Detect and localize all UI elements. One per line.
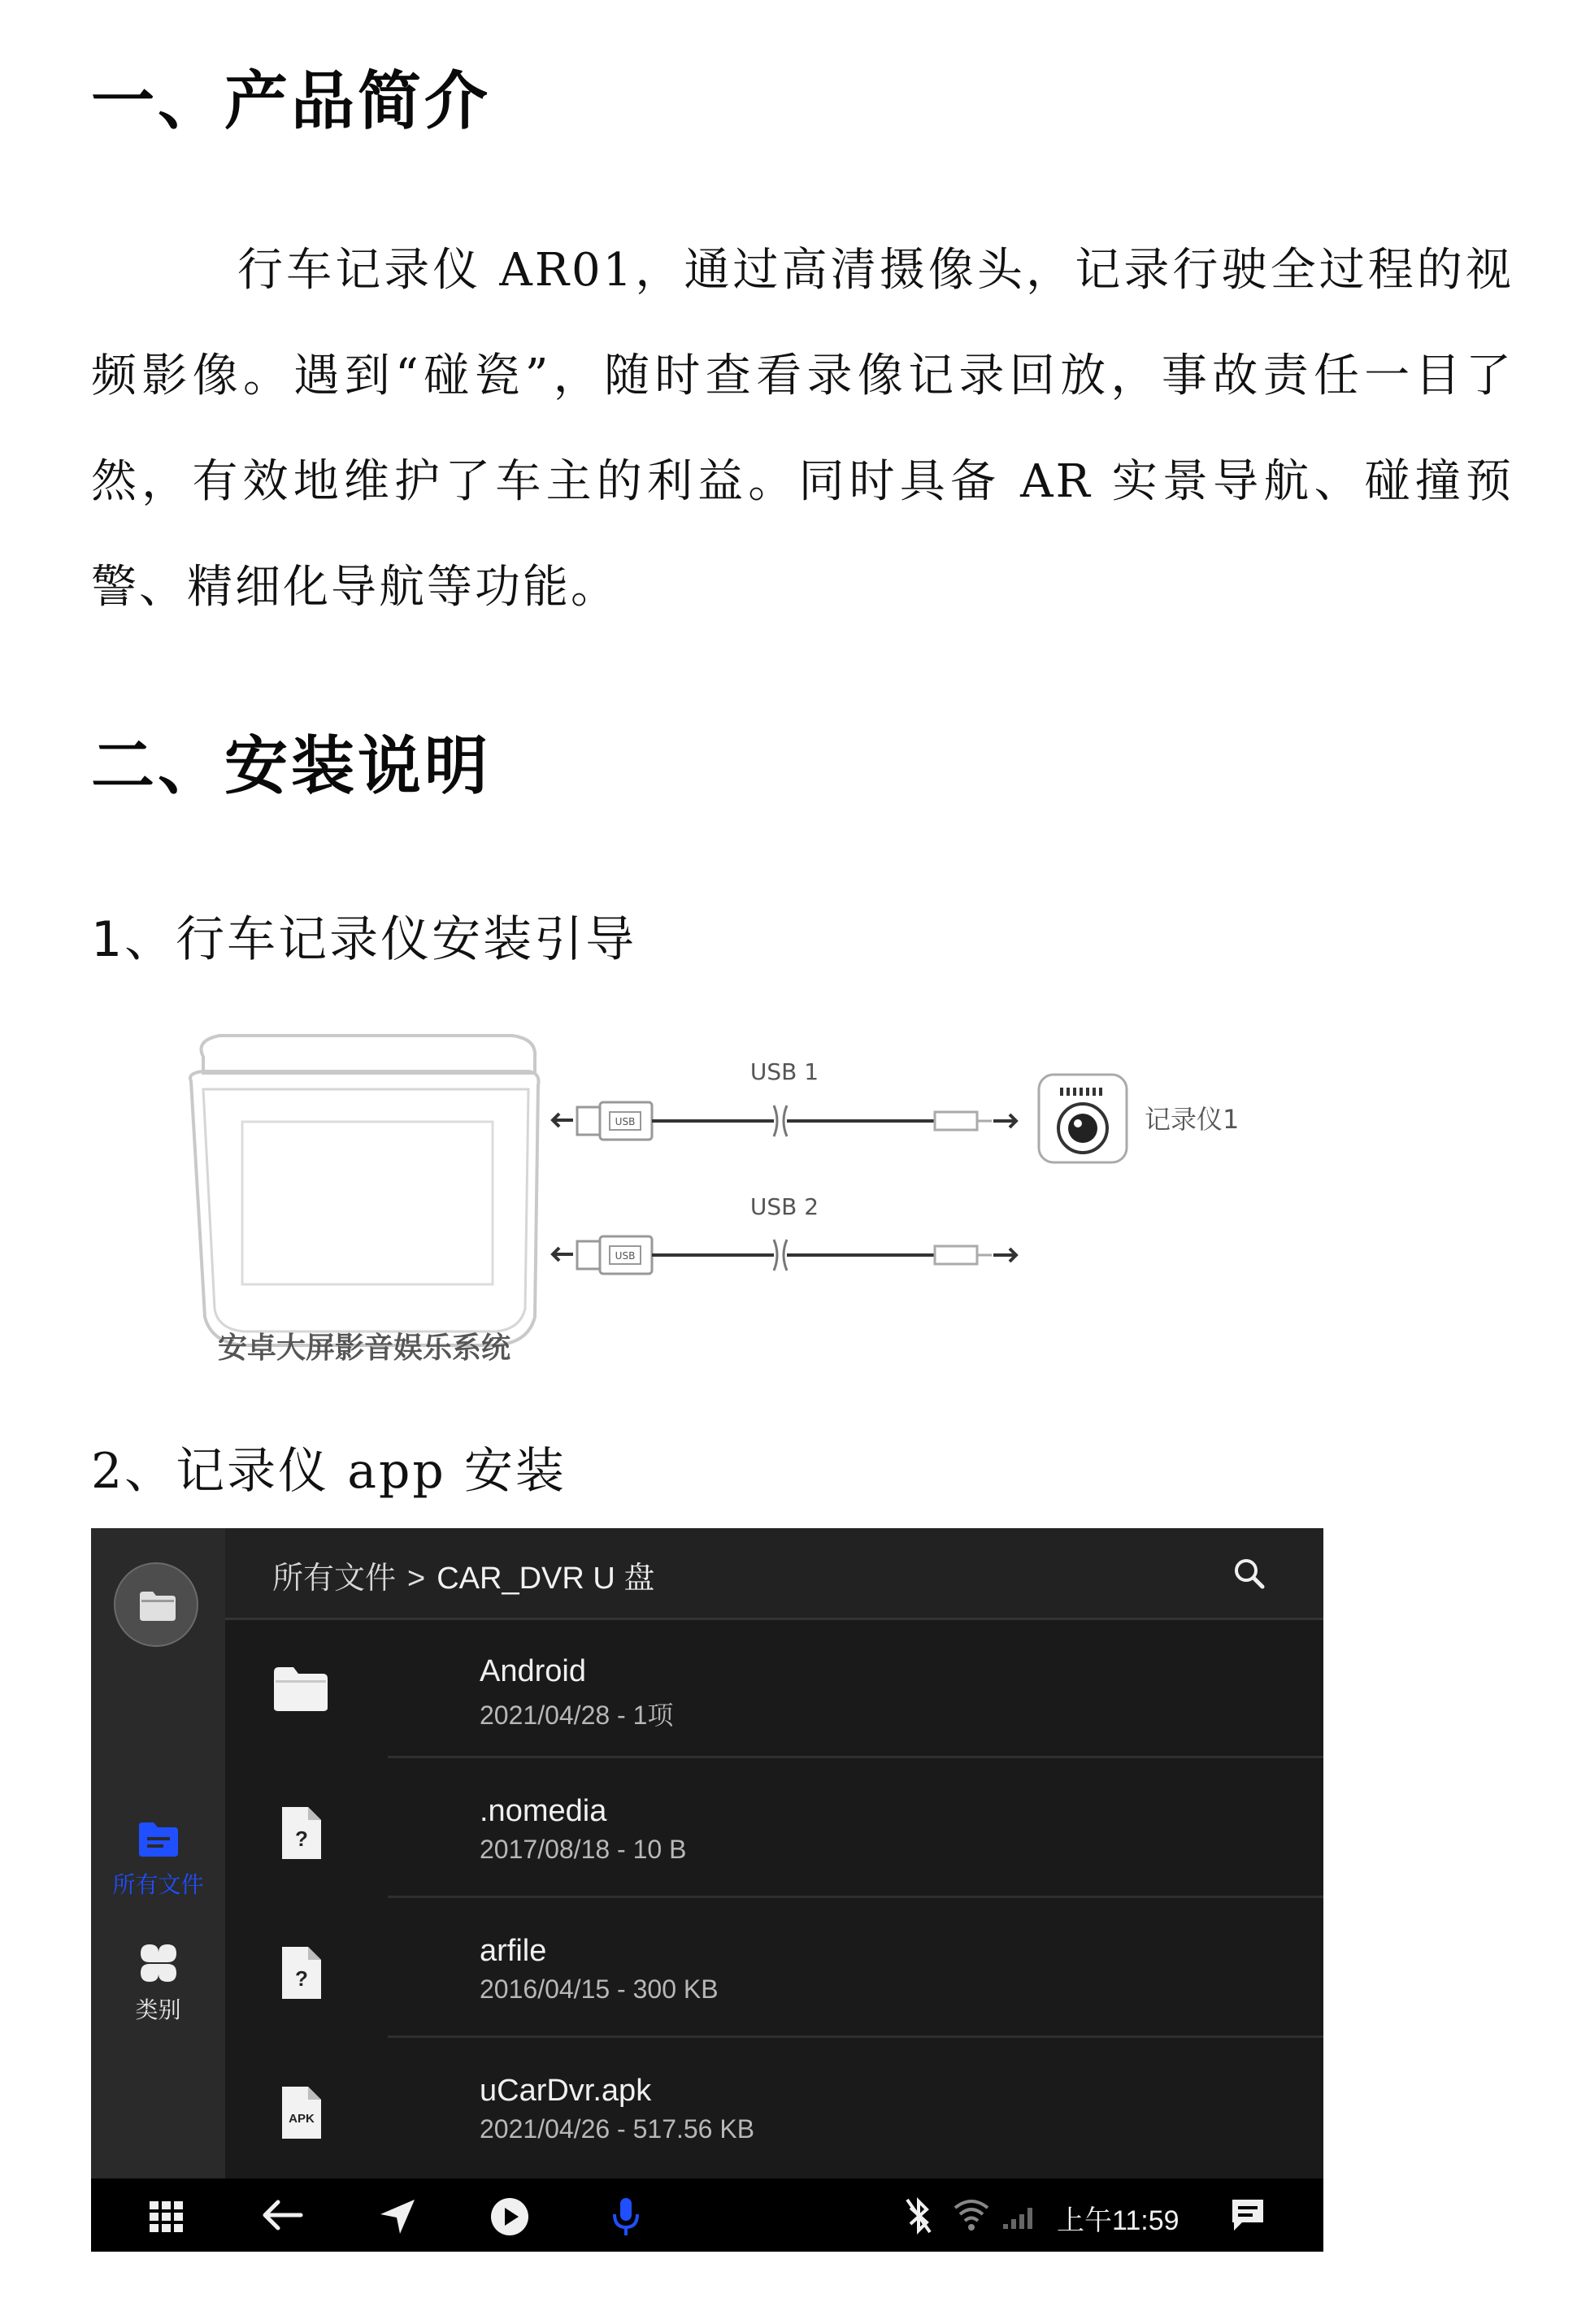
folder-icon [272,1666,329,1713]
recorder-label: 记录仪1 [1145,1104,1240,1135]
files-home-button[interactable] [114,1562,198,1647]
usb2-cable [553,1236,1016,1274]
unknown-file-glyph: ? [295,1827,308,1851]
file-name: arfile [480,1934,547,1968]
folder-icon [138,1588,177,1622]
step2-heading: 2、记录仪 app 安装 [91,1443,567,1500]
apk-file-icon [272,2085,329,2142]
head-unit-illustration [190,1036,539,1345]
more-options-icon[interactable] [1321,1556,1323,1592]
sidebar-label-categories: 类别 [135,1997,181,2022]
breadcrumb-root[interactable]: 所有文件 [272,1562,397,1596]
system-label: 安卓大屏影音娱乐系统 [217,1331,511,1365]
recorder-camera-illustration [1039,1075,1127,1162]
section-heading-install: 二、安装说明 [91,730,492,803]
file-name: .nomedia [480,1794,607,1828]
unknown-file-icon [272,1805,329,1862]
file-meta: 2021/04/26 - 517.56 KB [480,2114,755,2144]
file-name: uCarDvr.apk [480,2074,652,2108]
categories-icon [138,1943,179,1983]
signal-icon [1001,2196,1039,2232]
bluetooth-off-icon [904,2196,933,2235]
navigation-icon[interactable] [377,2196,418,2237]
sidebar-item-all-files[interactable] [91,1821,225,1900]
usb-connection-diagram [171,1024,1292,1382]
usb1-label: USB 1 [749,1058,819,1085]
wifi-icon [953,2196,990,2232]
intro-paragraph: 行车记录仪 AR01，通过高清摄像头，记录行驶全过程的视频影像。遇到“碰瓷”，随时查看录像记录回放，事故责任一目了然，有效地维护了车主的利益。同时具备 AR 实景导航、碰撞预警、精细化导航等功能。 [91,244,1514,614]
file-meta: 2016/04/15 - 300 KB [480,1974,719,2004]
sidebar-item-categories[interactable] [91,1943,225,2025]
apk-file-glyph: APK [289,2112,315,2126]
status-clock: 上午11:59 [1057,2205,1179,2236]
side-rail [91,1528,225,2178]
system-nav-bar [91,2178,1323,2252]
file-row-nomedia[interactable] [225,1760,1323,1898]
breadcrumb-separator: > [407,1562,426,1596]
app-grid-icon[interactable] [148,2196,185,2234]
breadcrumb [272,1553,654,1597]
message-icon[interactable] [1229,2196,1266,2234]
usb1-cable [553,1102,1016,1140]
top-bar [225,1528,1323,1620]
file-name: Android [480,1654,586,1688]
file-manager-screenshot [91,1528,1323,2252]
usb2-label: USB 2 [749,1193,819,1220]
play-icon[interactable] [489,2196,530,2237]
file-row-arfile[interactable] [225,1900,1323,2038]
file-row-android[interactable] [225,1620,1323,1758]
usb1-port-text: USB [615,1116,636,1127]
unknown-file-icon [272,1945,329,2002]
section-heading-intro: 一、产品简介 [91,65,492,138]
step1-heading: 1、行车记录仪安装引导 [91,911,637,968]
sidebar-label-all-files: 所有文件 [112,1872,204,1897]
usb2-port-text: USB [615,1250,636,1262]
search-icon[interactable] [1232,1556,1267,1592]
all-files-icon [137,1821,180,1858]
breadcrumb-current: CAR_DVR U 盘 [437,1562,655,1596]
microphone-icon[interactable] [610,2196,642,2237]
file-row-apk[interactable] [225,2039,1323,2178]
file-meta: 2017/08/18 - 10 B [480,1835,687,1864]
back-arrow-icon[interactable] [260,2196,304,2234]
file-meta: 2021/04/28 - 1项 [480,1701,674,1730]
unknown-file-glyph: ? [295,1966,308,1991]
